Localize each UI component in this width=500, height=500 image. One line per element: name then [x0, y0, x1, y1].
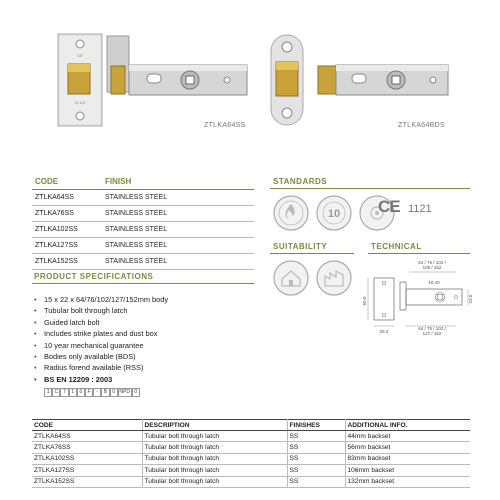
- cell-code: ZTLKA127SS: [32, 465, 142, 476]
- col-header-finish: FINISH: [102, 174, 254, 189]
- col-header-finishes: FINISHES: [287, 420, 345, 431]
- cell-code: ZTLKA152SS: [32, 253, 102, 269]
- classification-cell: 1: [44, 388, 52, 397]
- list-item: • 15 x 22 x 64/76/102/127/152mm body: [34, 294, 168, 305]
- dim-height: 60.0: [362, 296, 367, 306]
- cell-code: ZTLKA64SS: [32, 189, 102, 205]
- table-row: [32, 189, 254, 205]
- classification-cell: NPD: [119, 389, 130, 395]
- col-header-code: CODE: [32, 174, 102, 189]
- cell-code: ZTLKA152SS: [32, 476, 142, 487]
- guarantee-years: 10: [327, 208, 341, 220]
- cell-finish: STAINLESS STEEL: [102, 237, 254, 253]
- ce-classification-grid: [44, 388, 140, 397]
- cell-additional-info: 44mm backset: [345, 431, 470, 442]
- classification-cell: F: [85, 388, 93, 397]
- suitability-heading: SUITABILITY: [273, 242, 328, 251]
- classification-cell: -: [93, 388, 101, 397]
- col-header-description: DESCRIPTION: [142, 420, 287, 431]
- dim-bottom: 64 / 76 / 102 /: [418, 326, 446, 331]
- technical-drawing: [360, 256, 475, 336]
- standards-rule: [270, 188, 470, 189]
- cell-finishes: SS: [287, 476, 345, 487]
- faceplate-mark-top: CE: [77, 53, 83, 58]
- table-row: [32, 205, 254, 221]
- ce-number: 1121: [408, 203, 432, 215]
- cell-code: ZTLKA127SS: [32, 237, 102, 253]
- classification-cell: 7: [60, 388, 68, 397]
- list-item: • BS EN 12209 : 2003: [34, 374, 168, 385]
- product-specs-heading: PRODUCT SPECIFICATIONS: [34, 272, 154, 281]
- cell-code: ZTLKA64SS: [32, 431, 142, 442]
- cell-finish: STAINLESS STEEL: [102, 189, 254, 205]
- dim-width: 25.2: [379, 329, 389, 334]
- cell-additional-info: 83mm backset: [345, 453, 470, 464]
- technical-heading: TECHNICAL: [371, 242, 422, 251]
- col-header-additional-info: ADDITIONAL INFO.: [345, 420, 470, 431]
- cell-finishes: SS: [287, 431, 345, 442]
- dim-top-2: 108 / 152: [422, 265, 442, 270]
- classification-cell: 1: [69, 388, 77, 397]
- fire-rated-badge-icon: [272, 194, 310, 232]
- cell-code: ZTLKA102SS: [32, 221, 102, 237]
- cell-finishes: SS: [287, 442, 345, 453]
- cell-additional-info: 56mm backset: [345, 442, 470, 453]
- table-row: [32, 453, 470, 464]
- classification-cell: C: [52, 388, 60, 397]
- cell-code: ZTLKA102SS: [32, 453, 142, 464]
- table-row: [32, 221, 254, 237]
- list-item: • Tubular bolt through latch: [34, 305, 168, 316]
- caption-left-product: ZTLKA64SS: [204, 122, 246, 129]
- table-row: [32, 253, 254, 269]
- latch-photo-square-forend: [55, 32, 250, 128]
- standards-heading: STANDARDS: [273, 177, 328, 186]
- cell-finish: STAINLESS STEEL: [102, 205, 254, 221]
- guarantee-badge-icon: [315, 194, 353, 232]
- table-row: [32, 442, 470, 453]
- ce-mark: CE: [378, 197, 400, 216]
- cell-finishes: SS: [287, 453, 345, 464]
- classification-cell: 0: [132, 388, 140, 397]
- technical-rule: [368, 253, 470, 254]
- product-specs-list: [34, 294, 168, 385]
- cell-description: Tubular bolt through latch: [142, 442, 287, 453]
- cell-finish: STAINLESS STEEL: [102, 221, 254, 237]
- latch-photo-radius-forend: [268, 32, 453, 128]
- cell-additional-info: 132mm backset: [345, 476, 470, 487]
- list-item: • Includes strike plates and dust box: [34, 328, 168, 339]
- list-item: • Radius forend available (RSS): [34, 362, 168, 373]
- cell-code: ZTLKA76SS: [32, 442, 142, 453]
- list-item: • 10 year mechanical guarantee: [34, 340, 168, 351]
- faceplate-mark-bottom: ZL 121: [74, 101, 86, 105]
- dim-top: 64 / 76 / 102 /: [418, 260, 446, 265]
- code-finish-table: [32, 174, 254, 270]
- commercial-suitability-icon: [315, 259, 353, 297]
- classification-cell: B: [101, 388, 109, 397]
- classification-cell: 0: [110, 388, 118, 397]
- table-row: [32, 237, 254, 253]
- dim-hole: 10.40: [428, 280, 440, 285]
- cell-additional-info: 106mm backset: [345, 465, 470, 476]
- product-specs-rule: [32, 283, 254, 284]
- list-item: • Guided latch bolt: [34, 317, 168, 328]
- list-item: • Bodies only available (BDS): [34, 351, 168, 362]
- details-table: [32, 419, 470, 488]
- table-row: [32, 476, 470, 487]
- cell-finishes: SS: [287, 465, 345, 476]
- cell-description: Tubular bolt through latch: [142, 476, 287, 487]
- cell-description: Tubular bolt through latch: [142, 453, 287, 464]
- table-row: [32, 431, 470, 442]
- cell-finish: STAINLESS STEEL: [102, 253, 254, 269]
- table-row: [32, 465, 470, 476]
- cell-code: ZTLKA76SS: [32, 205, 102, 221]
- dim-right: 23.0: [468, 294, 473, 304]
- col-header-code: CODE: [32, 420, 142, 431]
- cell-description: Tubular bolt through latch: [142, 431, 287, 442]
- dim-bottom-2: 127 / 152: [422, 331, 442, 336]
- suitability-rule: [270, 253, 354, 254]
- classification-cell: 0: [77, 388, 85, 397]
- caption-right-product: ZTLKA64BDS: [398, 122, 445, 129]
- cell-description: Tubular bolt through latch: [142, 465, 287, 476]
- residential-suitability-icon: [272, 259, 310, 297]
